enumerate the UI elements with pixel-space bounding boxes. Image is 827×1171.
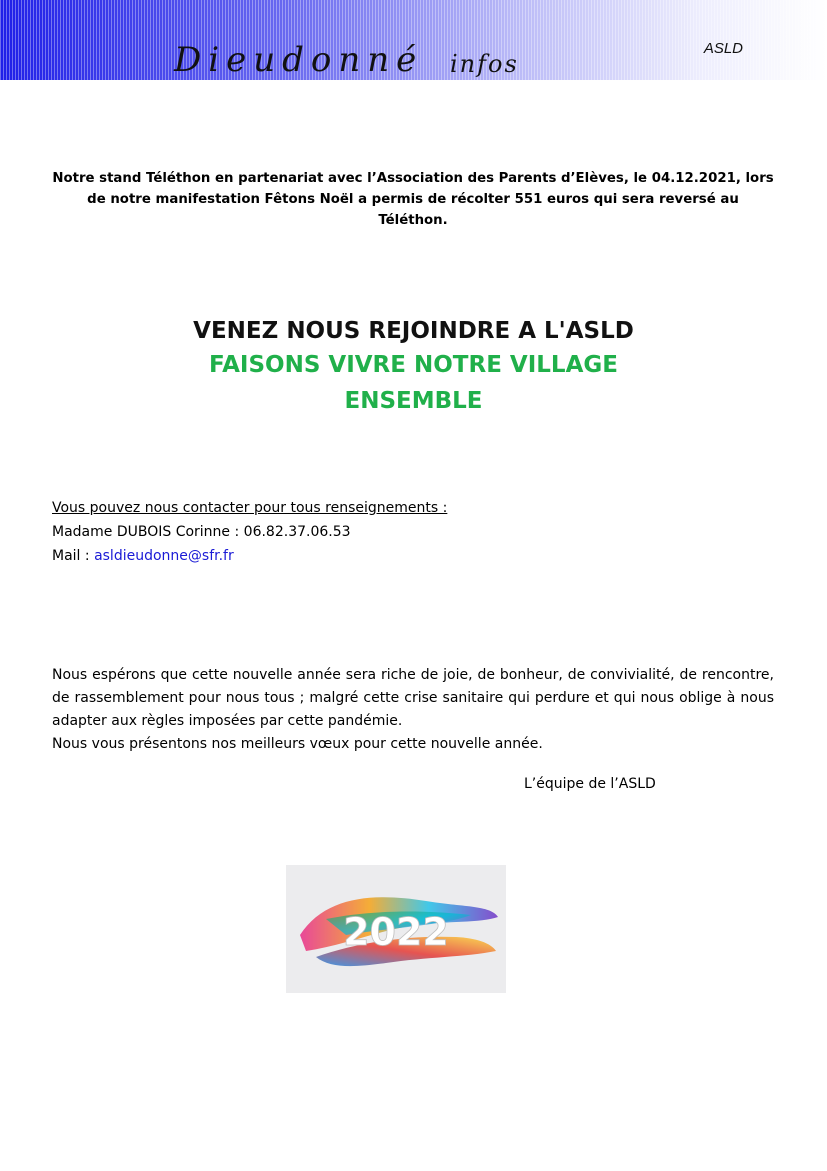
contact-intro: Vous pouvez nous contacter pour tous renseignements : bbox=[52, 500, 448, 516]
headline-join: VENEZ NOUS REJOINDRE A L'ASLD bbox=[193, 318, 634, 344]
mail-label: Mail : bbox=[52, 548, 95, 564]
email-link[interactable]: asldieudonne@sfr.fr bbox=[94, 548, 234, 564]
contact-mail-line bbox=[52, 544, 447, 568]
paint-splash-2022-image bbox=[286, 865, 506, 993]
headline-together: ENSEMBLE bbox=[344, 388, 483, 414]
wishes-paragraph: Nous espérons que cette nouvelle année sera riche de joie, de bonheur, de convivialité, de rencontre, de rassemblement pour nous tous ; malgré cette crise sanitaire qui perdure et qui nous oblige à nous adapter aux règles imposées par cette pandémie. bbox=[52, 667, 774, 729]
wishes-greeting: Nous vous présentons nos meilleurs vœux pour cette nouvelle année. bbox=[52, 736, 543, 752]
newsletter-subtitle: infos bbox=[450, 50, 519, 78]
telethon-announcement: Notre stand Téléthon en partenariat avec l’Association des Parents d’Elèves, le 04.12.2021, lors de notre manifestation Fêtons Noël a permis de récolter 551 euros qui sera reversé au Téléthon. bbox=[52, 171, 774, 228]
contact-section bbox=[52, 496, 447, 568]
new-year-wishes bbox=[52, 664, 774, 756]
organization-label: ASLD bbox=[703, 40, 743, 57]
signature: L’équipe de l’ASLD bbox=[524, 776, 656, 792]
headline-village: FAISONS VIVRE NOTRE VILLAGE bbox=[209, 352, 618, 378]
image-year-text: 2022 bbox=[343, 910, 449, 954]
header-banner bbox=[0, 0, 827, 80]
newsletter-title: Dieudonné bbox=[174, 40, 424, 80]
contact-person: Madame DUBOIS Corinne : 06.82.37.06.53 bbox=[52, 524, 351, 540]
